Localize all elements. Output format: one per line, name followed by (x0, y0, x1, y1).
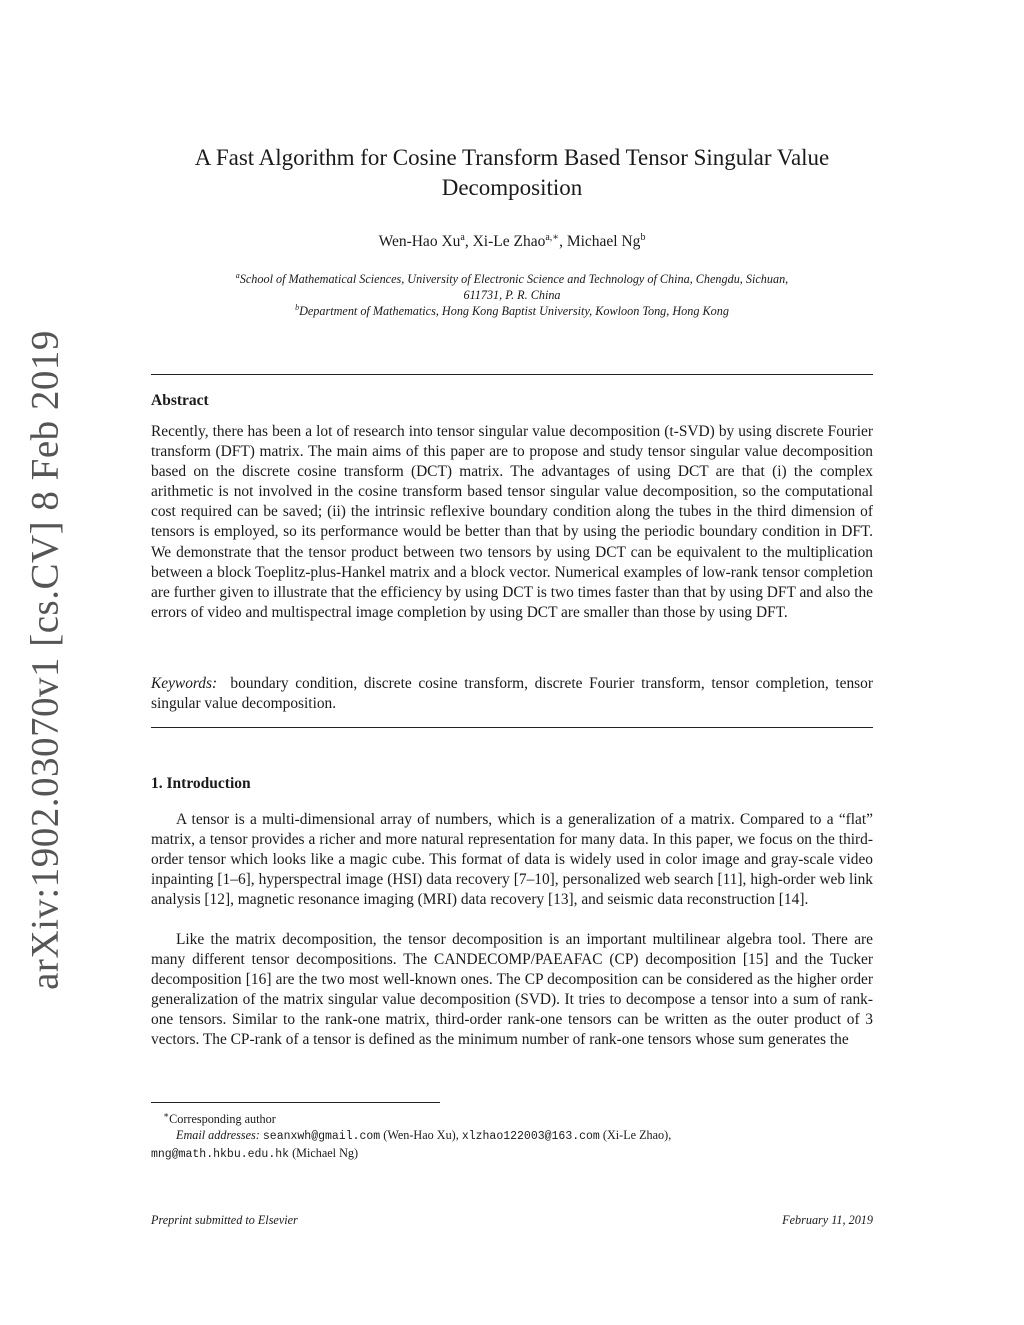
author-3: Michael Ng (566, 233, 641, 251)
affiliation-b-sup: b (295, 303, 300, 312)
paper-title (130, 143, 894, 203)
affiliation-a (130, 268, 894, 303)
affiliation-a-line-2: 611731, P. R. China (463, 288, 561, 303)
abstract-heading: Abstract (151, 392, 209, 409)
footnote-emails (151, 1127, 873, 1145)
keywords (151, 674, 873, 714)
footnote (151, 1107, 873, 1163)
keywords-list: boundary condition, discrete cosine transform, discrete Fourier transform, tensor completion, tensor singular value decomposition. (151, 675, 873, 713)
email-zhao-name: (Xi-Le Zhao), (602, 1128, 672, 1143)
title-line-1: A Fast Algorithm for Cosine Transform Based Tensor Singular Value (194, 145, 830, 170)
abstract-top-rule (151, 374, 873, 375)
footer-preprint: Preprint submitted to Elsevier (151, 1213, 298, 1227)
email-xu-name: (Wen-Hao Xu), (383, 1128, 459, 1143)
author-2-affil: a,∗ (545, 232, 560, 243)
intro-paragraph-1: A tensor is a multi-dimensional array of numbers, which is a generalization of a matrix. Compared to a “flat” matrix, a tensor provides a richer and more natural representation for many data. In this paper, we focus on the third-order tensor which looks like a magic cube. This format of data is widely used in color image and gray-scale video inpainting [1–6], hyperspectral image (HSI) data recovery [7–10], personalized web search [11], high-order web link analysis [12], magnetic resonance imaging (MRI) data recovery [13], and seismic data reconstruction [14]. (151, 811, 873, 909)
affiliation-b (130, 300, 894, 319)
footnote-rule (151, 1102, 440, 1103)
footnote-email-label: Email addresses: (176, 1128, 260, 1143)
section-heading-introduction: 1. Introduction (151, 775, 251, 792)
author-3-affil: b (640, 232, 646, 243)
email-xu[interactable]: seanxwh@gmail.com (262, 1130, 381, 1144)
arxiv-sidebar (0, 330, 90, 990)
footnote-corresponding (151, 1107, 873, 1127)
abstract-text: Recently, there has been a lot of research into tensor singular value decomposition (t-SVD) by using discrete Fourier transform (DFT) matrix. The main aims of this paper are to propose and study tensor singular value decomposition based on the discrete cosine transform (DCT) matrix. The advantages of using DCT are that (i) the complex arithmetic is not involved in the cosine transform based tensor singular value decomposition, so the computational cost required can be saved; (ii) the intrinsic reflexive boundary condition along the tubes in the third dimension of tensors is employed, so its performance would be better than that by using the periodic boundary condition in DFT. We demonstrate that the tensor product between two tensors by using DCT can be equivalent to the multiplication between a block Toeplitz-plus-Hankel matrix and a block vector. Numerical examples of low-rank tensor completion are further given to illustrate that the efficiency by using DCT is two times faster than that by using DFT and also the errors of video and multispectral image completion by using DCT are smaller than those by using DFT. (151, 423, 873, 621)
title-line-2: Decomposition (441, 175, 583, 200)
author-1: Wen-Hao Xu (378, 233, 461, 251)
footer-date: February 11, 2019 (782, 1213, 873, 1227)
email-zhao[interactable]: xlzhao122003@163.com (461, 1130, 600, 1144)
arxiv-identifier: arXiv:1902.03070v1 [cs.CV] 8 Feb 2019 (23, 330, 67, 990)
footnote-star: ∗ (163, 1110, 170, 1120)
footnote-corresponding-text: Corresponding author (169, 1112, 276, 1127)
intro-paragraph-2: Like the matrix decomposition, the tensor decomposition is an important multilinear algebra tool. There are many different tensor decompositions. The CANDECOMP/PAEAFAC (CP) decomposition [15] and the Tucker decomposition [16] are the two most well-known ones. The CP decomposition can be considered as the higher order generalization of the matrix singular value decomposition (SVD). It tries to decompose a tensor into a sum of rank-one tensors. Similar to the rank-one matrix, third-order rank-one tensors can be written as the outer product of 3 vectors. The CP-rank of a tensor is defined as the minimum number of rank-one tensors whose sum generates the (151, 931, 873, 1049)
author-1-affil: a (460, 232, 465, 243)
email-ng[interactable]: mng@math.hkbu.edu.hk (151, 1148, 290, 1162)
affiliation-a-sup: a (235, 271, 240, 280)
author-2: Xi-Le Zhao (472, 233, 546, 251)
author-list: Wen-Hao Xu$^a$, Xi-Le Zhao$^{a,∗}$, Michael Ng$^b$ (378, 232, 646, 251)
affiliation-a-line-1: School of Mathematical Sciences, University of Electronic Science and Technology of China, Chengdu, Sichuan, (239, 272, 789, 287)
affiliation-b-line: Department of Mathematics, Hong Kong Baptist University, Kowloon Tong, Hong Kong (299, 304, 729, 319)
abstract-bottom-rule (151, 727, 873, 728)
keywords-label: Keywords: (151, 675, 218, 692)
footnote-emails-line-2 (151, 1145, 873, 1163)
email-ng-name: (Michael Ng) (292, 1146, 359, 1161)
